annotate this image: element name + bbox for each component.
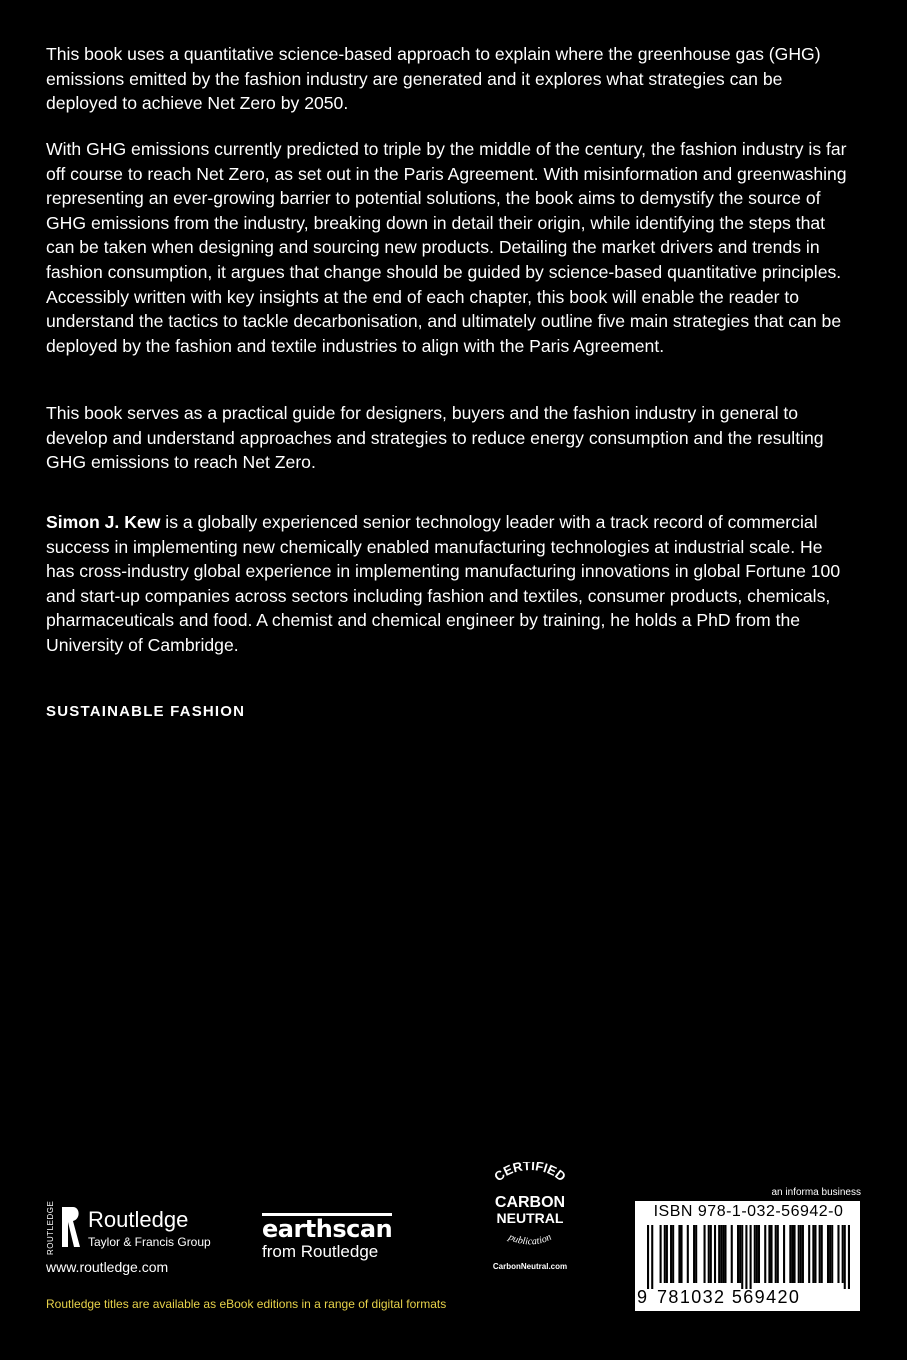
barcode-bar [791, 1225, 793, 1283]
barcode-digits: 781032 569420 [657, 1287, 801, 1307]
barcode-bar [750, 1225, 752, 1289]
routledge-logo [46, 1200, 246, 1255]
barcode-bar [808, 1225, 810, 1283]
barcode-bar [775, 1225, 777, 1283]
barcode-bar [812, 1225, 814, 1283]
barcode-bar [745, 1225, 747, 1289]
barcode-bar [758, 1225, 760, 1283]
barcode-bar [710, 1225, 712, 1283]
description-paragraph-2 [46, 137, 852, 358]
barcode-bar [720, 1225, 722, 1283]
informa-label: an informa business [771, 1187, 861, 1198]
barcode-bar [680, 1225, 682, 1283]
barcode-bar [768, 1225, 770, 1283]
barcode-bar [731, 1225, 733, 1283]
description-text-2: With GHG emissions currently predicted to triple by the middle of the century, the fashion industry is far off course to reach Net Zero, as set out in the Paris Agreement. With misinformation and greenwashing representing an ever-growing barrier to potential solutions, the book aims to demystify the source of GHG emissions from the industry, breaking down in detail their origin, while identifying the steps that can be taken when designing and sourcing new products. Detailing the market drivers and trends in fashion consumption, it argues that change should be guided by science-based quantitative principles. Accessibly written with key insights at the end of each chapter, this book will enable the reader to understand the tactics to tackle decarbonisation, and ultimately outline five main strategies that can be deployed by the fashion and textile industries to align with the Paris Agreement. [46, 139, 847, 356]
barcode-bar [693, 1225, 695, 1283]
barcode-bar [704, 1225, 706, 1283]
barcode-bar [789, 1225, 791, 1283]
barcode-bar [821, 1225, 823, 1283]
barcode-bar [764, 1225, 766, 1283]
earthscan-name: earthscan [262, 1215, 393, 1243]
routledge-vertical-text: ROUTLEDGE [46, 1200, 55, 1255]
author-bio-body: is a globally experienced senior technology leader with a track record of commercial success in implementing new chemically enabled manufacturing technologies at industrial scale. He has cross-industry global experience in implementing manufacturing innovations in global Fortune 100 and start-up companies across sectors including fashion and textiles, consumer products, chemicals, pharmaceuticals and food. A chemist and chemical engineer by training, he holds a PhD from the University of Cambridge. [46, 512, 841, 655]
barcode-bar [754, 1225, 756, 1283]
carbon-certified-text: CERTIFIED [491, 1162, 569, 1185]
barcode-first-digit: 9 [637, 1287, 648, 1307]
barcode-bar [783, 1225, 785, 1283]
barcode-bar [793, 1225, 795, 1283]
barcode-bars [647, 1225, 850, 1289]
barcode-bar [802, 1225, 804, 1283]
barcode-bar [664, 1225, 666, 1283]
ebook-note: Routledge titles are available as eBook editions in a range of digital formats [46, 1297, 447, 1311]
barcode-bar [837, 1225, 839, 1283]
isbn-text: ISBN 978-1-032-56942-0 [653, 1203, 844, 1220]
barcode-bar [831, 1225, 833, 1283]
carbon-neutral-badge-icon [470, 1162, 590, 1262]
isbn-barcode [634, 1200, 861, 1312]
barcode-bar [687, 1225, 689, 1283]
barcode-bar [724, 1225, 726, 1283]
routledge-name: Routledge [88, 1207, 189, 1232]
barcode-bar [756, 1225, 758, 1283]
barcode-bar [798, 1225, 800, 1283]
barcode-bar [739, 1225, 741, 1283]
barcode-bar [814, 1225, 816, 1283]
series-label: SUSTAINABLE FASHION [46, 703, 246, 720]
carbon-neutral-text: NEUTRAL [496, 1210, 564, 1226]
barcode-bar [829, 1225, 831, 1283]
carbon-neutral-logo [470, 1162, 590, 1282]
barcode-bar [651, 1225, 653, 1289]
description-text-1: This book uses a quantitative science-based approach to explain where the greenhouse gas (GHG) emissions emitted by the fashion industry are generated and it explores what strategies can be deployed to achieve Net Zero by 2050. [46, 44, 821, 114]
description-paragraph-1 [46, 42, 852, 116]
barcode-bar [741, 1225, 743, 1289]
barcode-bar [708, 1225, 710, 1283]
earthscan-logo [262, 1213, 422, 1262]
routledge-r-icon [60, 1205, 82, 1249]
carbon-carbon-text: CARBON [494, 1194, 566, 1211]
barcode-bar [660, 1225, 662, 1283]
barcode-bar [848, 1225, 850, 1289]
barcode-bar [672, 1225, 674, 1283]
barcode-bar [666, 1225, 668, 1283]
barcode-bar [722, 1225, 724, 1283]
description-paragraph-3 [46, 401, 852, 475]
barcode-bar [718, 1225, 720, 1283]
carbon-neutral-url: CarbonNeutral.com [492, 1262, 568, 1271]
barcode-bar [695, 1225, 697, 1283]
routledge-group: Taylor & Francis Group [88, 1235, 211, 1249]
barcode-bar [777, 1225, 779, 1283]
barcode-bar [842, 1225, 844, 1283]
barcode-bar [827, 1225, 829, 1283]
author-bio-text [46, 510, 852, 658]
barcode-bar [737, 1225, 739, 1283]
barcode-bar [770, 1225, 772, 1283]
barcode-bar [678, 1225, 680, 1283]
earthscan-sub: from Routledge [262, 1242, 379, 1261]
barcode-bar [647, 1225, 649, 1289]
barcode-bar [714, 1225, 716, 1283]
barcode-bar [844, 1225, 846, 1289]
barcode-bar [670, 1225, 672, 1283]
barcode-bar [800, 1225, 802, 1283]
author-name: Simon J. Kew [46, 512, 161, 532]
description-text-3: This book serves as a practical guide for designers, buyers and the fashion industry in general to develop and understand approaches and strategies to reduce energy consumption and the resulting GHG emissions to reach Net Zero. [46, 403, 824, 473]
barcode-bar [819, 1225, 821, 1283]
carbon-publication-text: publication [506, 1231, 554, 1248]
routledge-url[interactable]: www.routledge.com [46, 1259, 169, 1275]
author-bio [46, 510, 852, 658]
